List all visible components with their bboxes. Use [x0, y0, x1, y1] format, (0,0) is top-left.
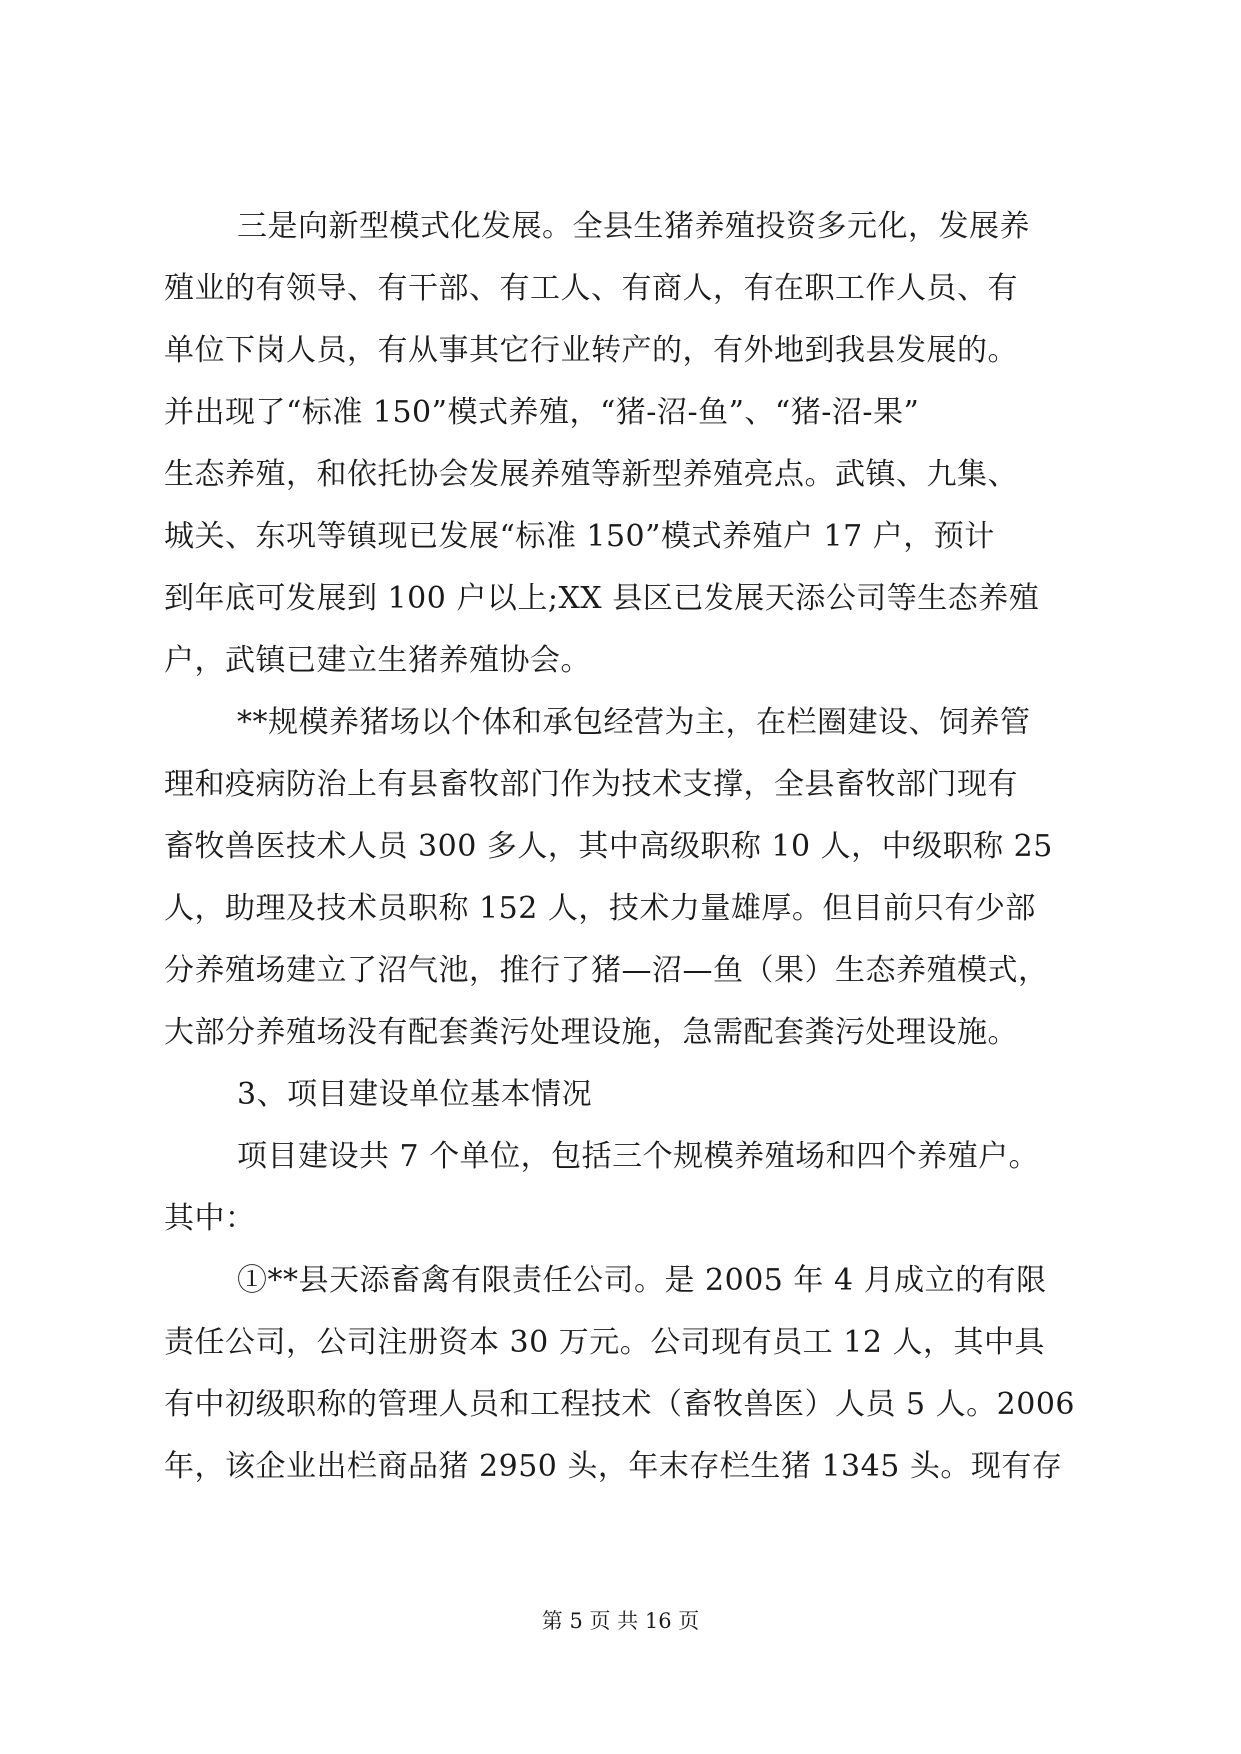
text-line-7: 到年底可发展到 100 户以上;XX 县区已发展天添公司等生态养殖 — [164, 581, 1040, 616]
text-line-6: 城关、东巩等镇现已发展“标准 150”模式养殖户 17 户，预计 — [164, 519, 995, 554]
text-line-8: 户，武镇已建立生猪养殖协会。 — [164, 643, 591, 678]
text-line-17: 其中： — [164, 1201, 256, 1236]
text-line-20: 有中初级职称的管理人员和工程技术（畜牧兽医）人员 5 人。2006 — [164, 1387, 1076, 1422]
text-line-2: 殖业的有领导、有干部、有工人、有商人，有在职工作人员、有 — [164, 271, 1018, 306]
text-line-19: 责任公司，公司注册资本 30 万元。公司现有员工 12 人，其中具 — [164, 1325, 1045, 1360]
text-line-16: 项目建设共 7 个单位，包括三个规模养殖场和四个养殖户。 — [237, 1139, 1040, 1174]
section-heading: 3、项目建设单位基本情况 — [237, 1077, 593, 1112]
text-line-13: 分养殖场建立了沼气池，推行了猪—沼—鱼（果）生态养殖模式， — [164, 953, 1049, 988]
text-line-5: 生态养殖，和依托协会发展养殖等新型养殖亮点。武镇、九集、 — [164, 457, 1018, 492]
text-line-3: 单位下岗人员，有从事其它行业转产的，有外地到我县发展的。 — [164, 333, 1018, 368]
text-line-4: 并出现了“标准 150”模式养殖，“猪-沼-鱼”、“猪-沼-果” — [164, 395, 920, 430]
page-number-footer: 第 5 页 共 16 页 — [541, 1609, 700, 1633]
text-line-11: 畜牧兽医技术人员 300 多人，其中高级职称 10 人，中级职称 25 — [164, 829, 1053, 864]
text-line-14: 大部分养殖场没有配套粪污处理设施，急需配套粪污处理设施。 — [164, 1015, 1018, 1050]
text-line-18: ①**县天添畜禽有限责任公司。是 2005 年 4 月成立的有限 — [237, 1263, 1047, 1298]
text-line-1: 三是向新型模式化发展。全县生猪养殖投资多元化，发展养 — [237, 209, 1030, 244]
text-line-9: **规模养猪场以个体和承包经营为主，在栏圈建设、饲养管 — [237, 705, 1031, 740]
text-line-12: 人，助理及技术员职称 152 人，技术力量雄厚。但目前只有少部 — [164, 891, 1036, 926]
text-line-10: 理和疫病防治上有县畜牧部门作为技术支撑，全县畜牧部门现有 — [164, 767, 1018, 802]
text-line-21: 年，该企业出栏商品猪 2950 头，年末存栏生猪 1345 头。现有存 — [164, 1449, 1063, 1484]
